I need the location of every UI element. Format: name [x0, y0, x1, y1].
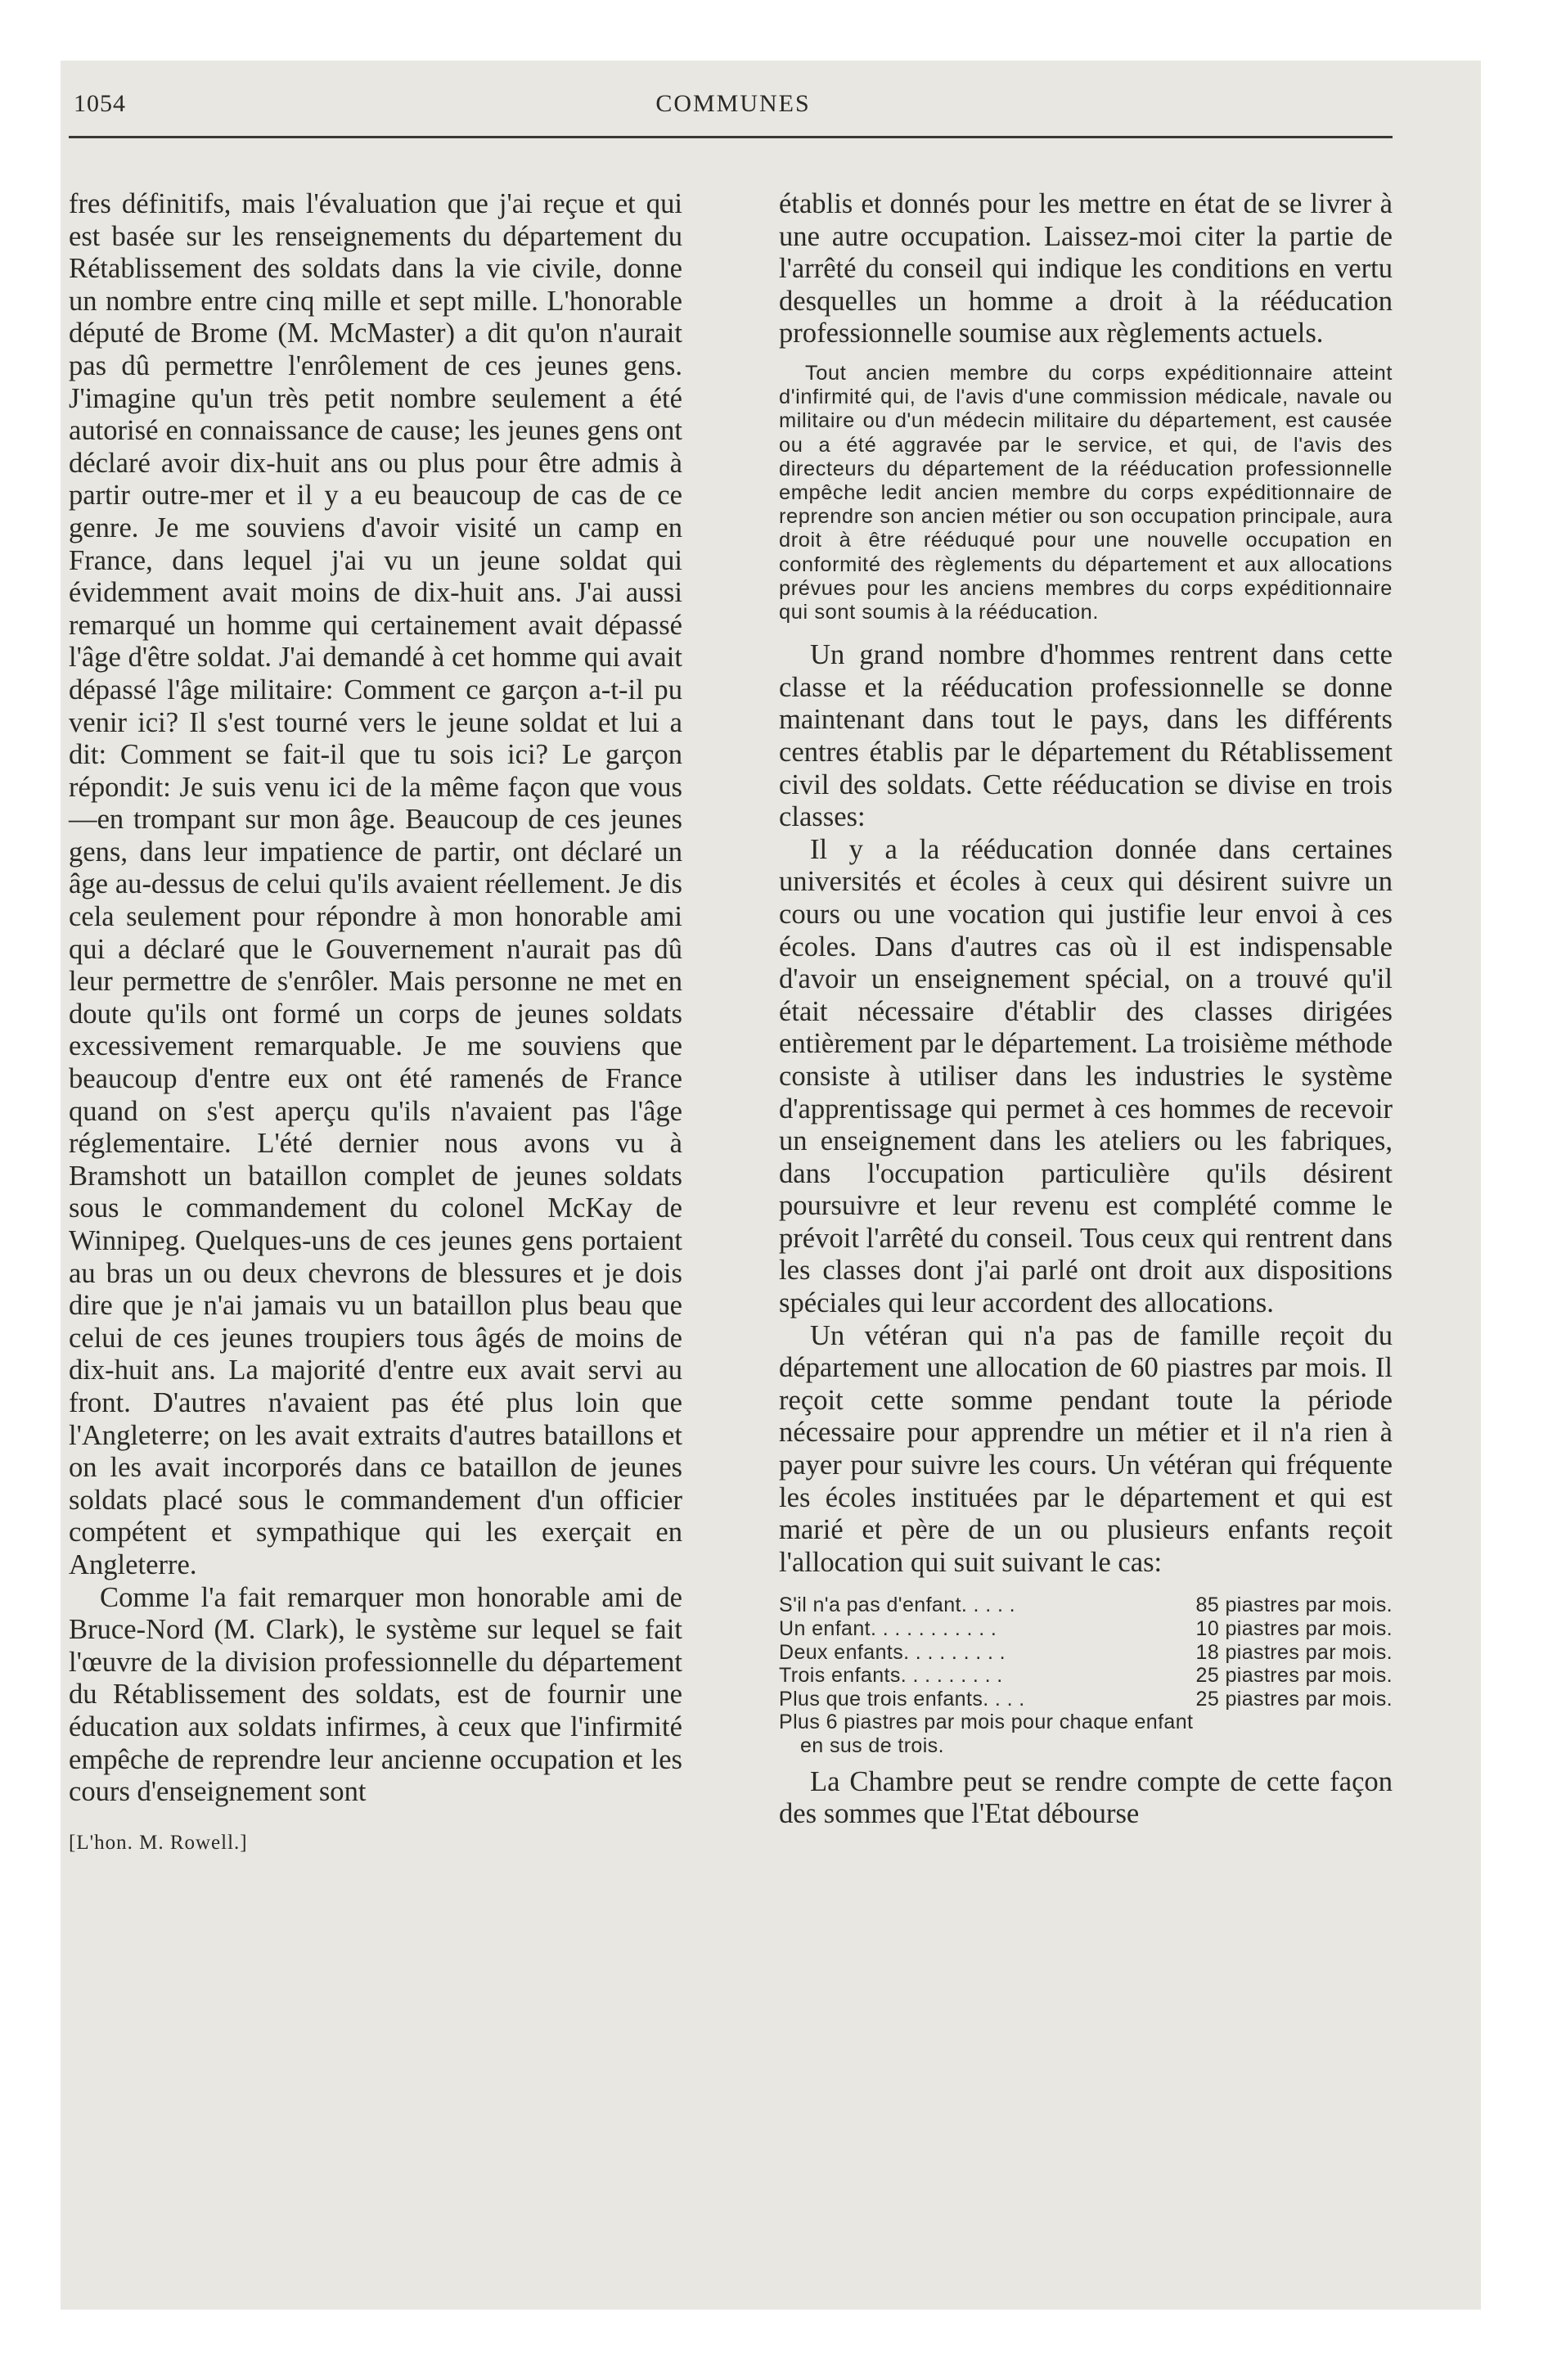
paragraph: fres définitifs, mais l'évaluation que j'ai reçue et qui est basée sur les renseignements du département du Rétablissement des soldats dans la vie civile, donne un nombre entre cinq mille et sept mille. L'honorable député de Brome (M. McMaster) a dit qu'on n'aurait pas dû permettre l'enrôlement de ces jeunes gens. J'imagine qu'un très petit nombre seulement a été autorisé en connaissance de cause; les jeunes gens ont déclaré avoir dix-huit ans ou plus pour être admis à partir outre-mer et il y a eu beaucoup de cas de ce genre. Je me souviens d'avoir visité un camp en France, dans lequel j'ai vu un jeune soldat qui évidemment avait moins de dix-huit ans. J'ai aussi remarqué un homme qui certainement avait dépassé l'âge d'être soldat. J'ai demandé à cet homme qui avait dépassé l'âge militaire: Comment ce garçon a-t-il pu venir ici? Il s'est tourné vers le jeune soldat et lui a dit: Comment se fait-il que tu sois ici? Le garçon répondit: Je suis venu ici de la même façon que vous—en trompant sur mon âge. Beaucoup de ces jeunes gens, dans leur impatience de partir, ont déclaré un âge au-dessus de celui qu'ils avaient réellement. Je dis cela seulement pour répondre à mon honorable ami qui a déclaré que le Gouvernement n'aurait pas dû leur permettre de s'enrôler. Mais personne ne met en doute qu'ils ont formé un corps de jeunes soldats excessivement remarquable. Je me souviens que beaucoup d'entre eux ont été ramenés de France quand on s'est aperçu qu'ils n'avaient pas l'âge réglementaire. L'été dernier nous avons vu à Bramshott un bataillon complet de jeunes soldats sous le commandement du colonel McKay de Winnipeg. Quelques-uns de ces jeunes gens portaient au bras un ou deux chevrons de blessures et je dois dire que je n'ai jamais vu un bataillon plus beau que celui de ces jeunes troupiers tous âgés de moins de dix-huit ans. La majorité d'entre eux avait servi au front. D'autres n'avaient pas été plus loin que l'Angleterre; on les avait extraits d'autres bataillons et on les avait incorporés dans ce bataillon de jeunes soldats placé sous le commandement d'un officier compétent et sympathique qui les exerçait en Angleterre. — [69, 188, 682, 1580]
allocation-note — [779, 1711, 1393, 1757]
allocation-row — [779, 1617, 1393, 1641]
running-head — [74, 79, 1393, 128]
page-number: 1054 — [74, 90, 126, 117]
allocation-note-line: en sus de trois. — [800, 1733, 944, 1757]
allocation-amount: 25 piastres par mois. — [1195, 1687, 1393, 1711]
paragraph: établis et donnés pour les mettre en état de se livrer à une autre occupation. Laissez-moi citer la partie de l'arrêté du conseil qui indique les conditions en vertu desquelles un homme a droit à la rééducation professionnelle soumise aux règlements actuels. — [779, 188, 1393, 349]
allocation-label: S'il n'a pas d'enfant. . . . . — [779, 1593, 1015, 1617]
allocation-label: Plus que trois enfants. . . . — [779, 1687, 1025, 1711]
allocation-row — [779, 1688, 1393, 1711]
paragraph: Un grand nombre d'hommes rentrent dans cette classe et la rééducation professionnelle se donne maintenant dans tout le pays, dans les différents centres établis par le département du Rétablissement civil des soldats. Cette rééducation se divise en trois classes: — [779, 639, 1393, 833]
allocation-note-line: Plus 6 piastres par mois pour chaque enfant — [779, 1711, 1194, 1734]
allocation-table — [779, 1593, 1393, 1757]
allocation-amount: 18 piastres par mois. — [1195, 1640, 1393, 1664]
speaker-attribution: [L'hon. M. Rowell.] — [69, 1831, 248, 1854]
allocation-amount: 10 piastres par mois. — [1195, 1617, 1393, 1641]
section-title: COMMUNES — [655, 90, 811, 117]
quoted-order-in-council: Tout ancien membre du corps expéditionnaire atteint d'infirmité qui, de l'avis d'une commission médicale, navale ou militaire ou d'un médecin militaire du département, est causée ou a été aggravée par le service, et qui, de l'avis des directeurs du département de la rééducation professionnelle empêche ledit ancien membre du corps expéditionnaire de reprendre son ancien métier ou son occupation principale, aura droit à être rééduqué pour une nouvelle occupation en conformité des règlements du département et aux allocations prévues pour les anciens membres du corps expéditionnaire qui sont soumis à la rééducation. — [779, 361, 1393, 624]
allocation-row — [779, 1593, 1393, 1617]
allocation-label: Un enfant. . . . . . . . . . . — [779, 1617, 997, 1641]
paragraph: La Chambre peut se rendre compte de cette façon des sommes que l'Etat débourse — [779, 1765, 1393, 1830]
paragraph: Il y a la rééducation donnée dans certaines universités et écoles à ceux qui désirent suivre un cours ou une vocation qui justifie leur envoi à ces écoles. Dans d'autres cas où il est indispensable d'avoir un enseignement spécial, on a trouvé qu'il était nécessaire d'établir des classes dirigées entièrement par le département. La troisième méthode consiste à utiliser dans les industries le système d'apprentissage qui permet à ces hommes de recevoir un enseignement dans les ateliers ou les fabriques, dans l'occupation particulière qu'ils désirent poursuivre et leur revenu est complété comme le prévoit l'arrêté du conseil. Tous ceux qui rentrent dans les classes dont j'ai parlé ont droit aux dispositions spéciales qui leur accordent des allocations. — [779, 833, 1393, 1319]
allocation-row — [779, 1641, 1393, 1665]
header-rule — [69, 136, 1393, 138]
left-column — [69, 188, 682, 2267]
allocation-amount: 25 piastres par mois. — [1195, 1664, 1393, 1688]
allocation-row — [779, 1664, 1393, 1688]
allocation-amount: 85 piastres par mois. — [1195, 1593, 1393, 1617]
right-column — [779, 188, 1393, 2267]
paragraph: Un vétéran qui n'a pas de famille reçoit du département une allocation de 60 piastres par mois. Il reçoit cette somme pendant toute la période nécessaire pour apprendre un métier et il n'a rien à payer pour suivre les cours. Un vétéran qui fréquente les écoles instituées par le département et qui est marié et père de un ou plusieurs enfants reçoit l'allocation qui suit suivant le cas: — [779, 1319, 1393, 1578]
allocation-label: Deux enfants. . . . . . . . . — [779, 1640, 1006, 1664]
paragraph: Comme l'a fait remarquer mon honorable ami de Bruce-Nord (M. Clark), le système sur lequel se fait l'œuvre de la division professionnelle du département du Rétablissement des soldats, est de fournir une éducation aux soldats infirmes, à ceux que l'infirmité empêche de reprendre leur ancienne occupation et les cours d'enseignement sont — [69, 1581, 682, 1808]
allocation-label: Trois enfants. . . . . . . . . — [779, 1664, 1003, 1688]
